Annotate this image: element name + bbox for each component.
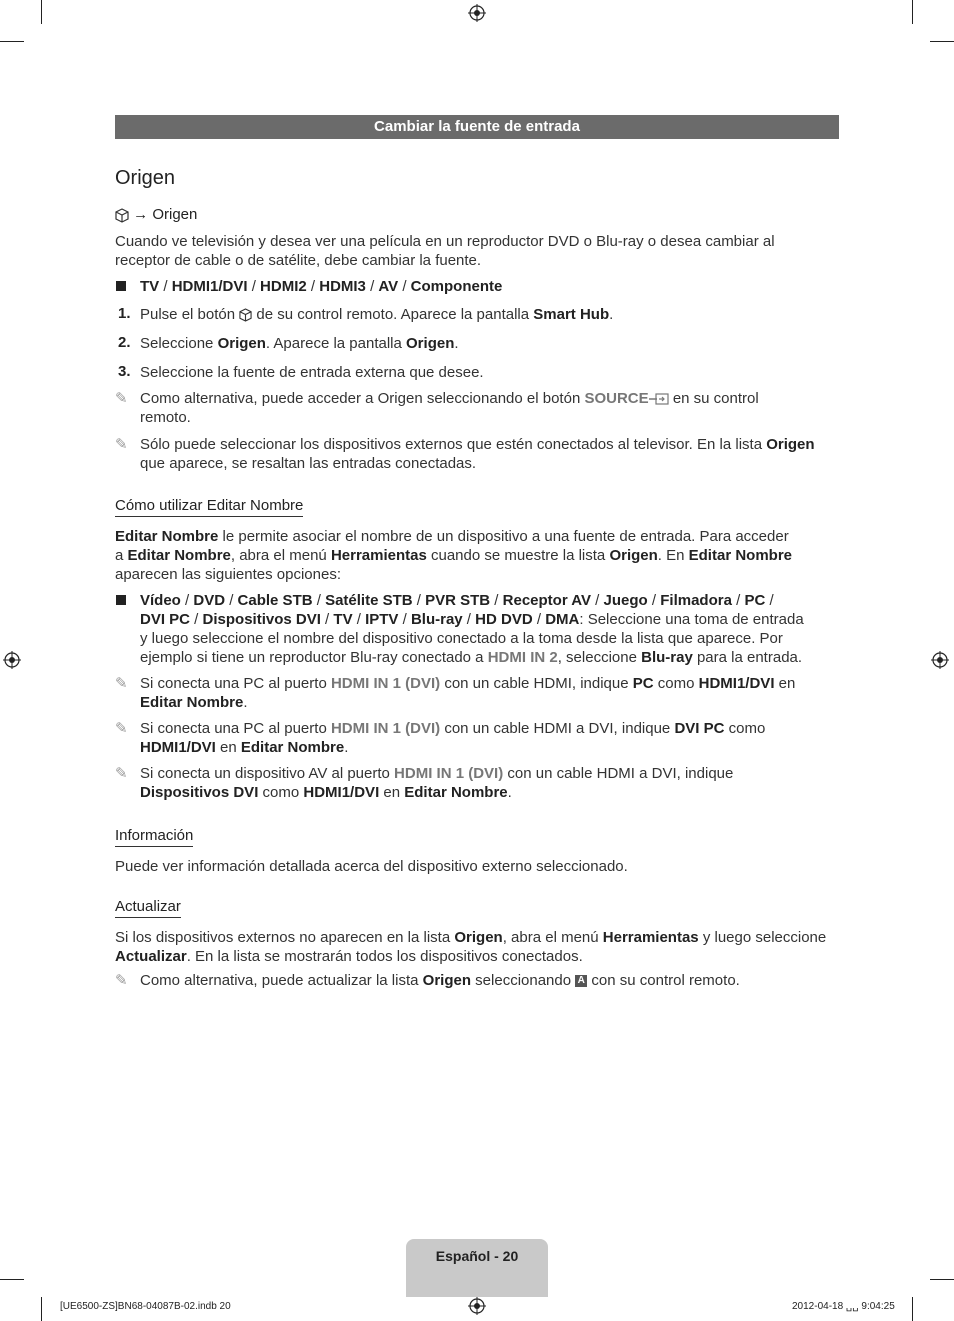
menu-cube-icon (115, 208, 129, 223)
edit-name-p1: Editar Nombre le permite asociar el nombre de un dispositivo a una fuente de entrada. Para acceder (115, 528, 789, 545)
step-number: 3. (118, 363, 131, 380)
subsection-title-refresh: Actualizar (115, 898, 181, 918)
note-1: Como alternativa, puede acceder a Origen seleccionando el botón SOURCE en su control (140, 390, 759, 407)
bullet (116, 595, 126, 605)
edit-note-2: Si conecta una PC al puerto HDMI IN 1 (DVI) con un cable HDMI a DVI, indique DVI PC como (140, 720, 766, 737)
crop-mark (0, 41, 24, 42)
crop-mark (930, 41, 954, 42)
step-number: 1. (118, 305, 131, 322)
device-options-2: DVI PC / Dispositivos DVI / TV / IPTV / Blu-ray / HD DVD / DMA: Seleccione una toma de entrada (140, 611, 804, 628)
note-2: Sólo puede seleccionar los dispositivos externos que estén conectados al televisor. En la lista Origen (140, 436, 815, 453)
info-text: Puede ver información detallada acerca del dispositivo externo seleccionado. (115, 858, 628, 875)
note-pencil-icon: ✎ (115, 390, 128, 407)
step-1: Pulse el botón de su control remoto. Aparece la pantalla Smart Hub. (140, 306, 614, 323)
crop-mark (41, 1297, 42, 1321)
edit-note-3-cont: Dispositivos DVI como HDMI1/DVI en Editar Nombre. (140, 784, 512, 801)
page-title: Origen (115, 167, 176, 189)
note-pencil-icon: ✎ (115, 436, 128, 453)
registration-mark-icon (468, 1297, 486, 1315)
step-2: Seleccione Origen. Aparece la pantalla Origen. (140, 335, 459, 352)
print-filename: [UE6500-ZS]BN68-04087B-02.indb 20 (60, 1301, 231, 1312)
device-options-4: ejemplo si tiene un reproductor Blu-ray conectado a HDMI IN 2, seleccione Blu-ray para la entrada. (140, 649, 803, 666)
bullet (116, 281, 126, 291)
refresh-p2: Actualizar. En la lista se mostrarán todos los dispositivos conectados. (115, 948, 583, 965)
path-target: Origen (152, 206, 198, 223)
edit-note-1: Si conecta una PC al puerto HDMI IN 1 (DVI) con un cable HDMI, indique PC como HDMI1/DVI en (140, 675, 796, 692)
crop-mark (0, 1279, 24, 1280)
refresh-note: Como alternativa, puede actualizar la lista Origen seleccionando A con su control remoto. (140, 972, 740, 989)
menu-path (115, 205, 197, 224)
note-pencil-icon: ✎ (115, 765, 128, 782)
registration-mark-icon (3, 651, 21, 669)
menu-cube-icon (239, 308, 252, 322)
a-button-icon: A (575, 975, 587, 987)
registration-mark-icon (931, 651, 949, 669)
step-3: Seleccione la fuente de entrada externa que desee. (140, 364, 484, 381)
section-header: Cambiar la fuente de entrada (115, 115, 839, 139)
edit-note-3: Si conecta un dispositivo AV al puerto HDMI IN 1 (DVI) con un cable HDMI a DVI, indique (140, 765, 734, 782)
note-pencil-icon: ✎ (115, 675, 128, 692)
crop-mark (41, 0, 42, 24)
crop-mark (930, 1279, 954, 1280)
page-number-tab (406, 1239, 548, 1297)
note-pencil-icon: ✎ (115, 720, 128, 737)
device-options-3: y luego seleccione el nombre del dispositivo conectado a la toma desde la lista que aparece. Por (140, 630, 783, 647)
edit-note-2-cont: HDMI1/DVI en Editar Nombre. (140, 739, 349, 756)
subsection-title-info: Información (115, 827, 193, 847)
refresh-p1: Si los dispositivos externos no aparecen en la lista Origen, abra el menú Herramientas y luego seleccione (115, 929, 827, 946)
intro-line-1: Cuando ve televisión y desea ver una película en un reproductor DVD o Blu-ray o desea cambiar al (115, 233, 775, 250)
registration-mark-icon (468, 4, 486, 22)
print-timestamp: 2012-04-18 ␣␣ 9:04:25 (792, 1301, 895, 1312)
subsection-title-edit-name: Cómo utilizar Editar Nombre (115, 497, 303, 517)
note-1-cont: remoto. (140, 409, 191, 426)
intro-line-2: receptor de cable o de satélite, debe cambiar la fuente. (115, 252, 482, 269)
page-number: Español - 20 (435, 1248, 519, 1264)
crop-mark (912, 0, 913, 24)
step-number: 2. (118, 334, 131, 351)
note-2-cont: que aparece, se resaltan las entradas conectadas. (140, 455, 477, 472)
input-list: TV / HDMI1/DVI / HDMI2 / HDMI3 / AV / Componente (140, 278, 503, 295)
edit-name-p2: a Editar Nombre, abra el menú Herramientas cuando se muestre la lista Origen. En Editar Nombre (115, 547, 792, 564)
path-arrow: → (133, 206, 149, 223)
edit-name-p3: aparecen las siguientes opciones: (115, 566, 341, 583)
device-options-1: Vídeo / DVD / Cable STB / Satélite STB / PVR STB / Receptor AV / Juego / Filmadora / PC / (140, 592, 774, 609)
note-pencil-icon: ✎ (115, 972, 128, 989)
crop-mark (912, 1297, 913, 1321)
edit-note-1-cont: Editar Nombre. (140, 694, 248, 711)
source-input-icon (649, 392, 669, 406)
